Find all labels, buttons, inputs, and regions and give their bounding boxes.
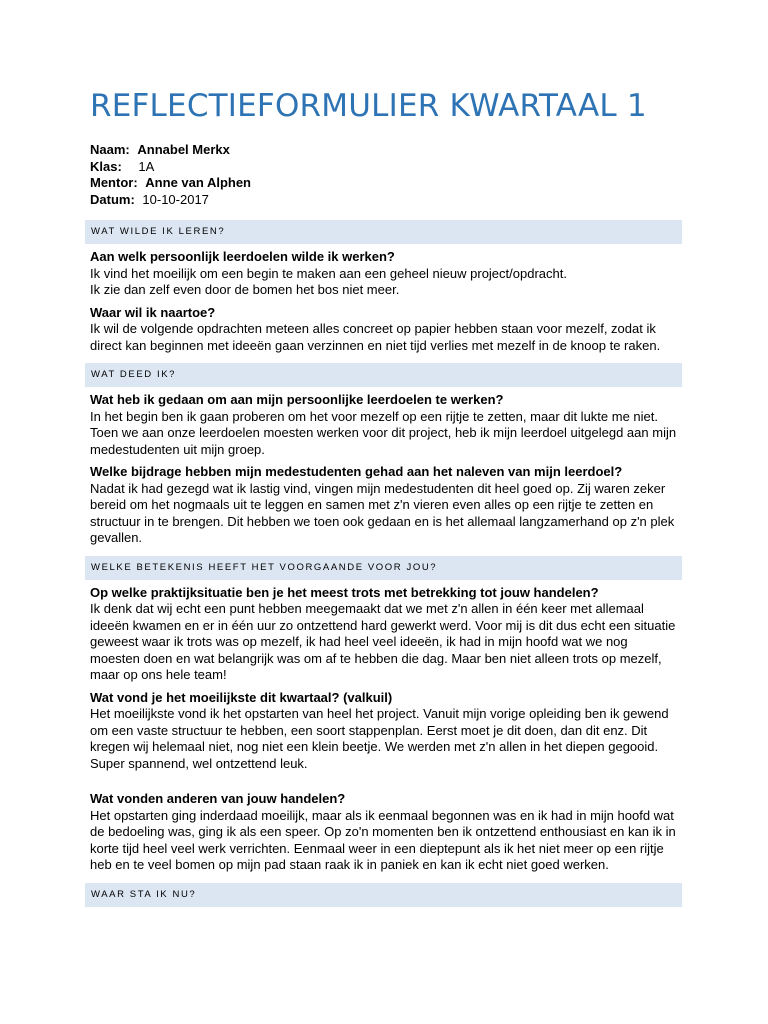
answer-line: Ik zie dan zelf even door de bomen het bos niet meer. <box>90 282 400 297</box>
answer-line: heb en te veel bomen op mijn pad staan raak ik in paniek en kan ik echt niet goed werken. <box>90 857 609 872</box>
answer-line: Ik vind het moeilijk om een begin te maken aan een geheel nieuw project/opdracht. <box>90 265 567 281</box>
answer <box>90 601 677 684</box>
section-content <box>85 387 682 556</box>
reflection-sections <box>85 220 682 907</box>
section-heading: WAT DEED IK? <box>85 363 682 387</box>
answer-line: Ik wil de volgende opdrachten meteen alles concreet op papier hebben staan voor mezelf, zodat ik <box>90 321 656 336</box>
question: Wat vonden anderen van jouw handelen? <box>90 791 346 806</box>
answer <box>90 808 677 874</box>
answer-line: om een vaste structuur te hebben, een soort stappenplan. Eerst moet je dit doen, dan dit enz. Dit <box>90 722 648 738</box>
answer <box>90 321 677 354</box>
answer-line: de bedoeling was, ging ik als een speer. Op zo'n momenten ben ik ontzettend enthousiast en kan ik in <box>90 824 676 839</box>
answer-line: Het moeilijkste vond ik het opstarten van heel het project. Vanuit mijn vorige opleiding ben ik gewend <box>90 706 669 721</box>
name-row <box>90 142 251 159</box>
answer-line: direct kan beginnen met ideeën gaan verzinnen en niet tijd verlies met mezelf in de knoop te raken. <box>90 337 661 353</box>
answer-line: geweest waar ik trots was op mezelf, ik had heel veel ideeën, ik had in mijn hoofd wat we nog <box>90 634 628 649</box>
answer-line: Ik denk dat wij echt een punt hebben meegemaakt dat we met z'n allen in één keer met allemaal <box>90 601 644 616</box>
answer-line: maar op ons hele team! <box>90 667 227 682</box>
question: Welke bijdrage hebben mijn medestudenten gehad aan het naleven van mijn leerdoel? <box>90 464 623 479</box>
answer-line: Super spannend, wel ontzettend leuk. <box>90 755 308 771</box>
answer <box>90 706 677 772</box>
answer-line: kregen wij helemaal niet, nog niet een klein beetje. We werden met z'n allen in het diepen gegooid. <box>90 739 659 754</box>
answer-line: structuur in te brengen. Dit hebben we toen ook gedaan en is het allemaal langzamerhand op z'n plek <box>90 513 675 529</box>
answer-line: ideeën kwamen en er in één uur zo ontzettend hard gewerkt werd. Voor mij is dit dus echt een situatie <box>90 617 676 633</box>
mentor-value: Anne van Alphen <box>145 175 251 190</box>
answer-line: bereid om het nogmaals uit te leggen en samen met z'n vieren even alles op een rijtje te zetten en <box>90 497 654 512</box>
question: Op welke praktijksituatie ben je het meest trots met betrekking tot jouw handelen? <box>90 584 599 600</box>
mentor-row <box>90 175 251 192</box>
date-value: 10-10-2017 <box>142 191 209 207</box>
answer <box>90 481 677 547</box>
student-info <box>90 142 251 208</box>
section-content <box>85 580 682 883</box>
question: Aan welk persoonlijk leerdoelen wilde ik werken? <box>90 249 395 264</box>
name-label: Naam: <box>90 142 130 157</box>
question: Waar wil ik naartoe? <box>90 304 216 320</box>
date-row <box>90 192 251 209</box>
answer-line: moesten doen en wat belangrijk was om af te hebben die dag. Maar ben niet alleen trots op mezelf, <box>90 650 662 666</box>
class-label: Klas: <box>90 158 122 174</box>
question: Wat heb ik gedaan om aan mijn persoonlijke leerdoelen te werken? <box>90 392 504 407</box>
page-title: REFLECTIEFORMULIER KWARTAAL 1 <box>90 88 647 124</box>
answer-line: In het begin ben ik gaan proberen om het voor mezelf op een rijtje te zetten, maar dit lukte me niet. <box>90 408 658 424</box>
answer <box>90 266 677 299</box>
answer-line: medestudenten uit mijn groep. <box>90 441 265 457</box>
section-heading: WELKE BETEKENIS HEEFT HET VOORGAANDE VOOR JOU? <box>85 556 682 580</box>
answer <box>90 409 677 459</box>
mentor-label: Mentor: <box>90 175 138 190</box>
section-content <box>85 244 682 363</box>
answer-line: Toen we aan onze leerdoelen moesten werken voor dit project, heb ik mijn leerdoel uitgelegd aan mijn <box>90 425 677 440</box>
name-value: Annabel Merkx <box>137 142 230 157</box>
answer-line: korte tijd heel veel werk verrichten. Eenmaal weer in een dieptepunt als ik het niet meer op een rijtje <box>90 840 664 856</box>
answer-line: Nadat ik had gezegd wat ik lastig vind, vingen mijn medestudenten dit heel goed op. Zij waren zeker <box>90 480 666 496</box>
answer-line: gevallen. <box>90 530 143 545</box>
class-value: 1A <box>138 158 155 174</box>
class-row <box>90 159 251 176</box>
question: Wat vond je het moeilijkste dit kwartaal? (valkuil) <box>90 689 393 705</box>
date-label: Datum: <box>90 191 135 207</box>
section-heading: WAAR STA IK NU? <box>85 883 682 907</box>
answer-line: Het opstarten ging inderdaad moeilijk, maar als ik eenmaal begonnen was en ik had in mijn hoofd wat <box>90 807 674 823</box>
section-heading: WAT WILDE IK LEREN? <box>85 220 682 244</box>
